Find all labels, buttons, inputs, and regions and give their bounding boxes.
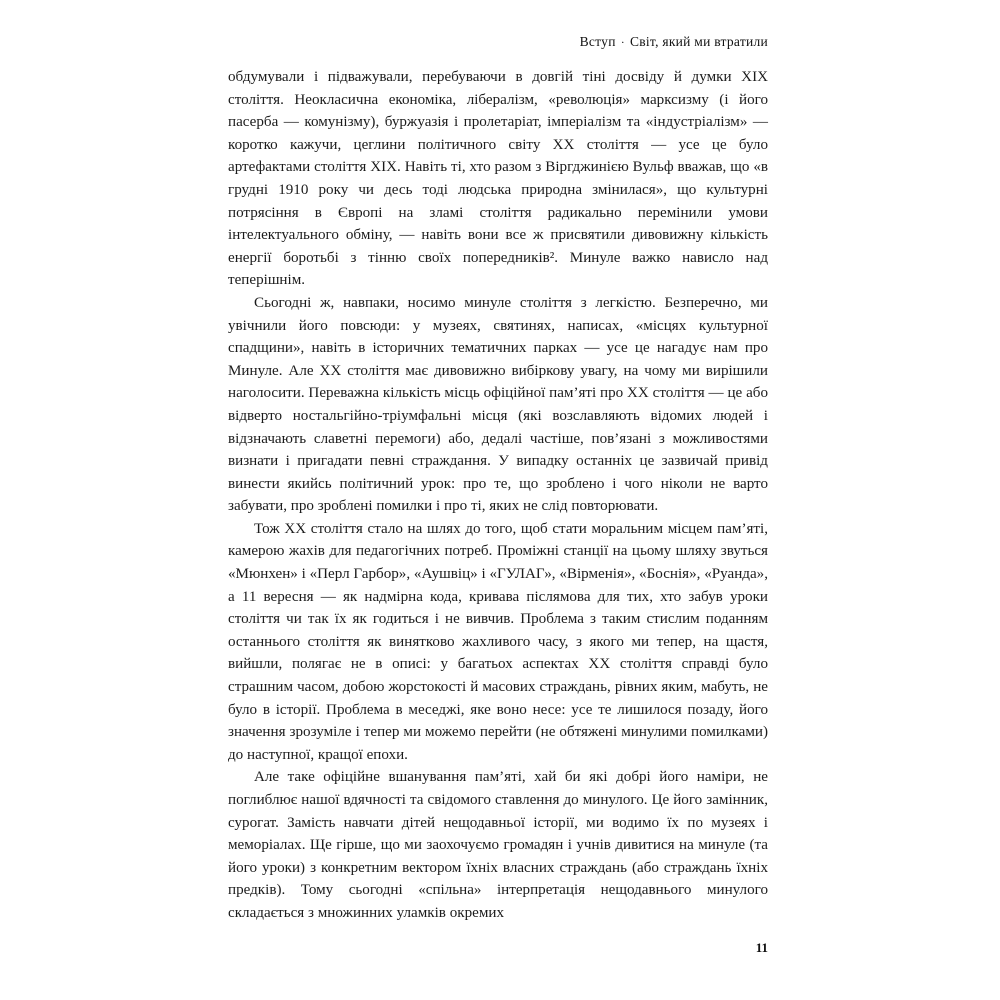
paragraph-1: обдумували і підважували, перебуваючи в довгій тіні досвіду й думки XIX століття. Неокласична економіка, лібералізм, «революція» марксизму (і його пасерба — комунізму), буржуазія і пролетаріат, імперіалізм та «індустріалізм» — коротко кажучи, цеглини політичного світу XX століття — усе це було артефактами століття XIX. Навіть ті, хто разом з Віргджинією Вульф вважав, що «в грудні 1910 року чи десь тоді людська природна змінилася», що культурні потрясіння в Європі на зламі століття радикально перемінили умови інтелектуального обміну, — навіть вони все ж присвятили дивовижну кількість енергії боротьбі з тінню своїх попередників². Минуле важко нависло над теперішнім.	[228, 69, 768, 289]
paragraph-2: Сьогодні ж, навпаки, носимо минуле століття з легкістю. Безперечно, ми увічнили його повсюди: у музеях, святинях, написах, «місцях культурної спадщини», навіть в історичних тематичних парках — усе це нагадує нам про Минуле. Але XX століття має дивовижно вибіркову увагу, на чому ми вирішили наголосити. Переважна кількість місць офіційної пам’яті про XX століття — це або відверто ностальгійно-тріумфальні місця (які возславляють відомих людей і відзначають славетні перемоги) або, дедалі частіше, пов’язані з можливостями визнати і пригадати певні страждання. У випадку останніх це зазвичай привід винести якийсь політичний урок: про те, що зроблено і чого ніколи не варто забувати, про зроблені помилки і про ті, яких не слід повторювати.	[228, 294, 768, 515]
paragraph-3: Тож XX століття стало на шлях до того, щоб стати моральним місцем пам’яті, камерою жахів для педагогічних потреб. Проміжні станції на цьому шляху звуться «Мюнхен» і «Перл Гарбор», «Аушвіц» і «ГУЛАГ», «Вірменія», «Боснія», «Руанда», а 11 вересня — як надмірна кода, кривава післямова для тих, хто забув уроки століття чи так їх як годиться і не вивчив. Проблема з таким стислим поданням останнього століття як винятково жахливого часу, з якого ми тепер, на щастя, вийшли, полягає не в описі: у багатьох аспектах XX століття справді було страшним часом, добою жорстокості й масових страждань, рівних яким, мабуть, не було в історії. Проблема в меседжі, яке воно несе: усе те лишилося позаду, його значення зрозуміле і тепер ми можемо перейти (не обтяжені минулими помилками) до наступної, кращої епохи.	[228, 520, 768, 763]
running-head-separator: ·	[620, 35, 625, 50]
body-text-column	[228, 66, 768, 925]
page-number: 11	[755, 940, 768, 955]
running-head-section: Вступ	[579, 34, 616, 49]
running-head	[580, 34, 768, 50]
running-head-chapter: Світ, який ми втратили	[629, 34, 768, 49]
paragraph-4: Але таке офіційне вшанування пам’яті, хай би які добрі його наміри, не поглиблює нашої вдячності та свідомого ставлення до минулого. Це його замінник, сурогат. Замість навчати дітей нещодавньої історії, ми водимо їх по музеях і меморіалах. Ще гірше, що ми заохочуємо громадян і учнів дивитися на минуле (та його уроки) з конкретним вектором їхніх власних страждань (або страждань їхніх предків). Тому сьогодні «спільна» інтерпретація нещодавнього минулого складається з множинних уламків окремих	[228, 769, 768, 921]
